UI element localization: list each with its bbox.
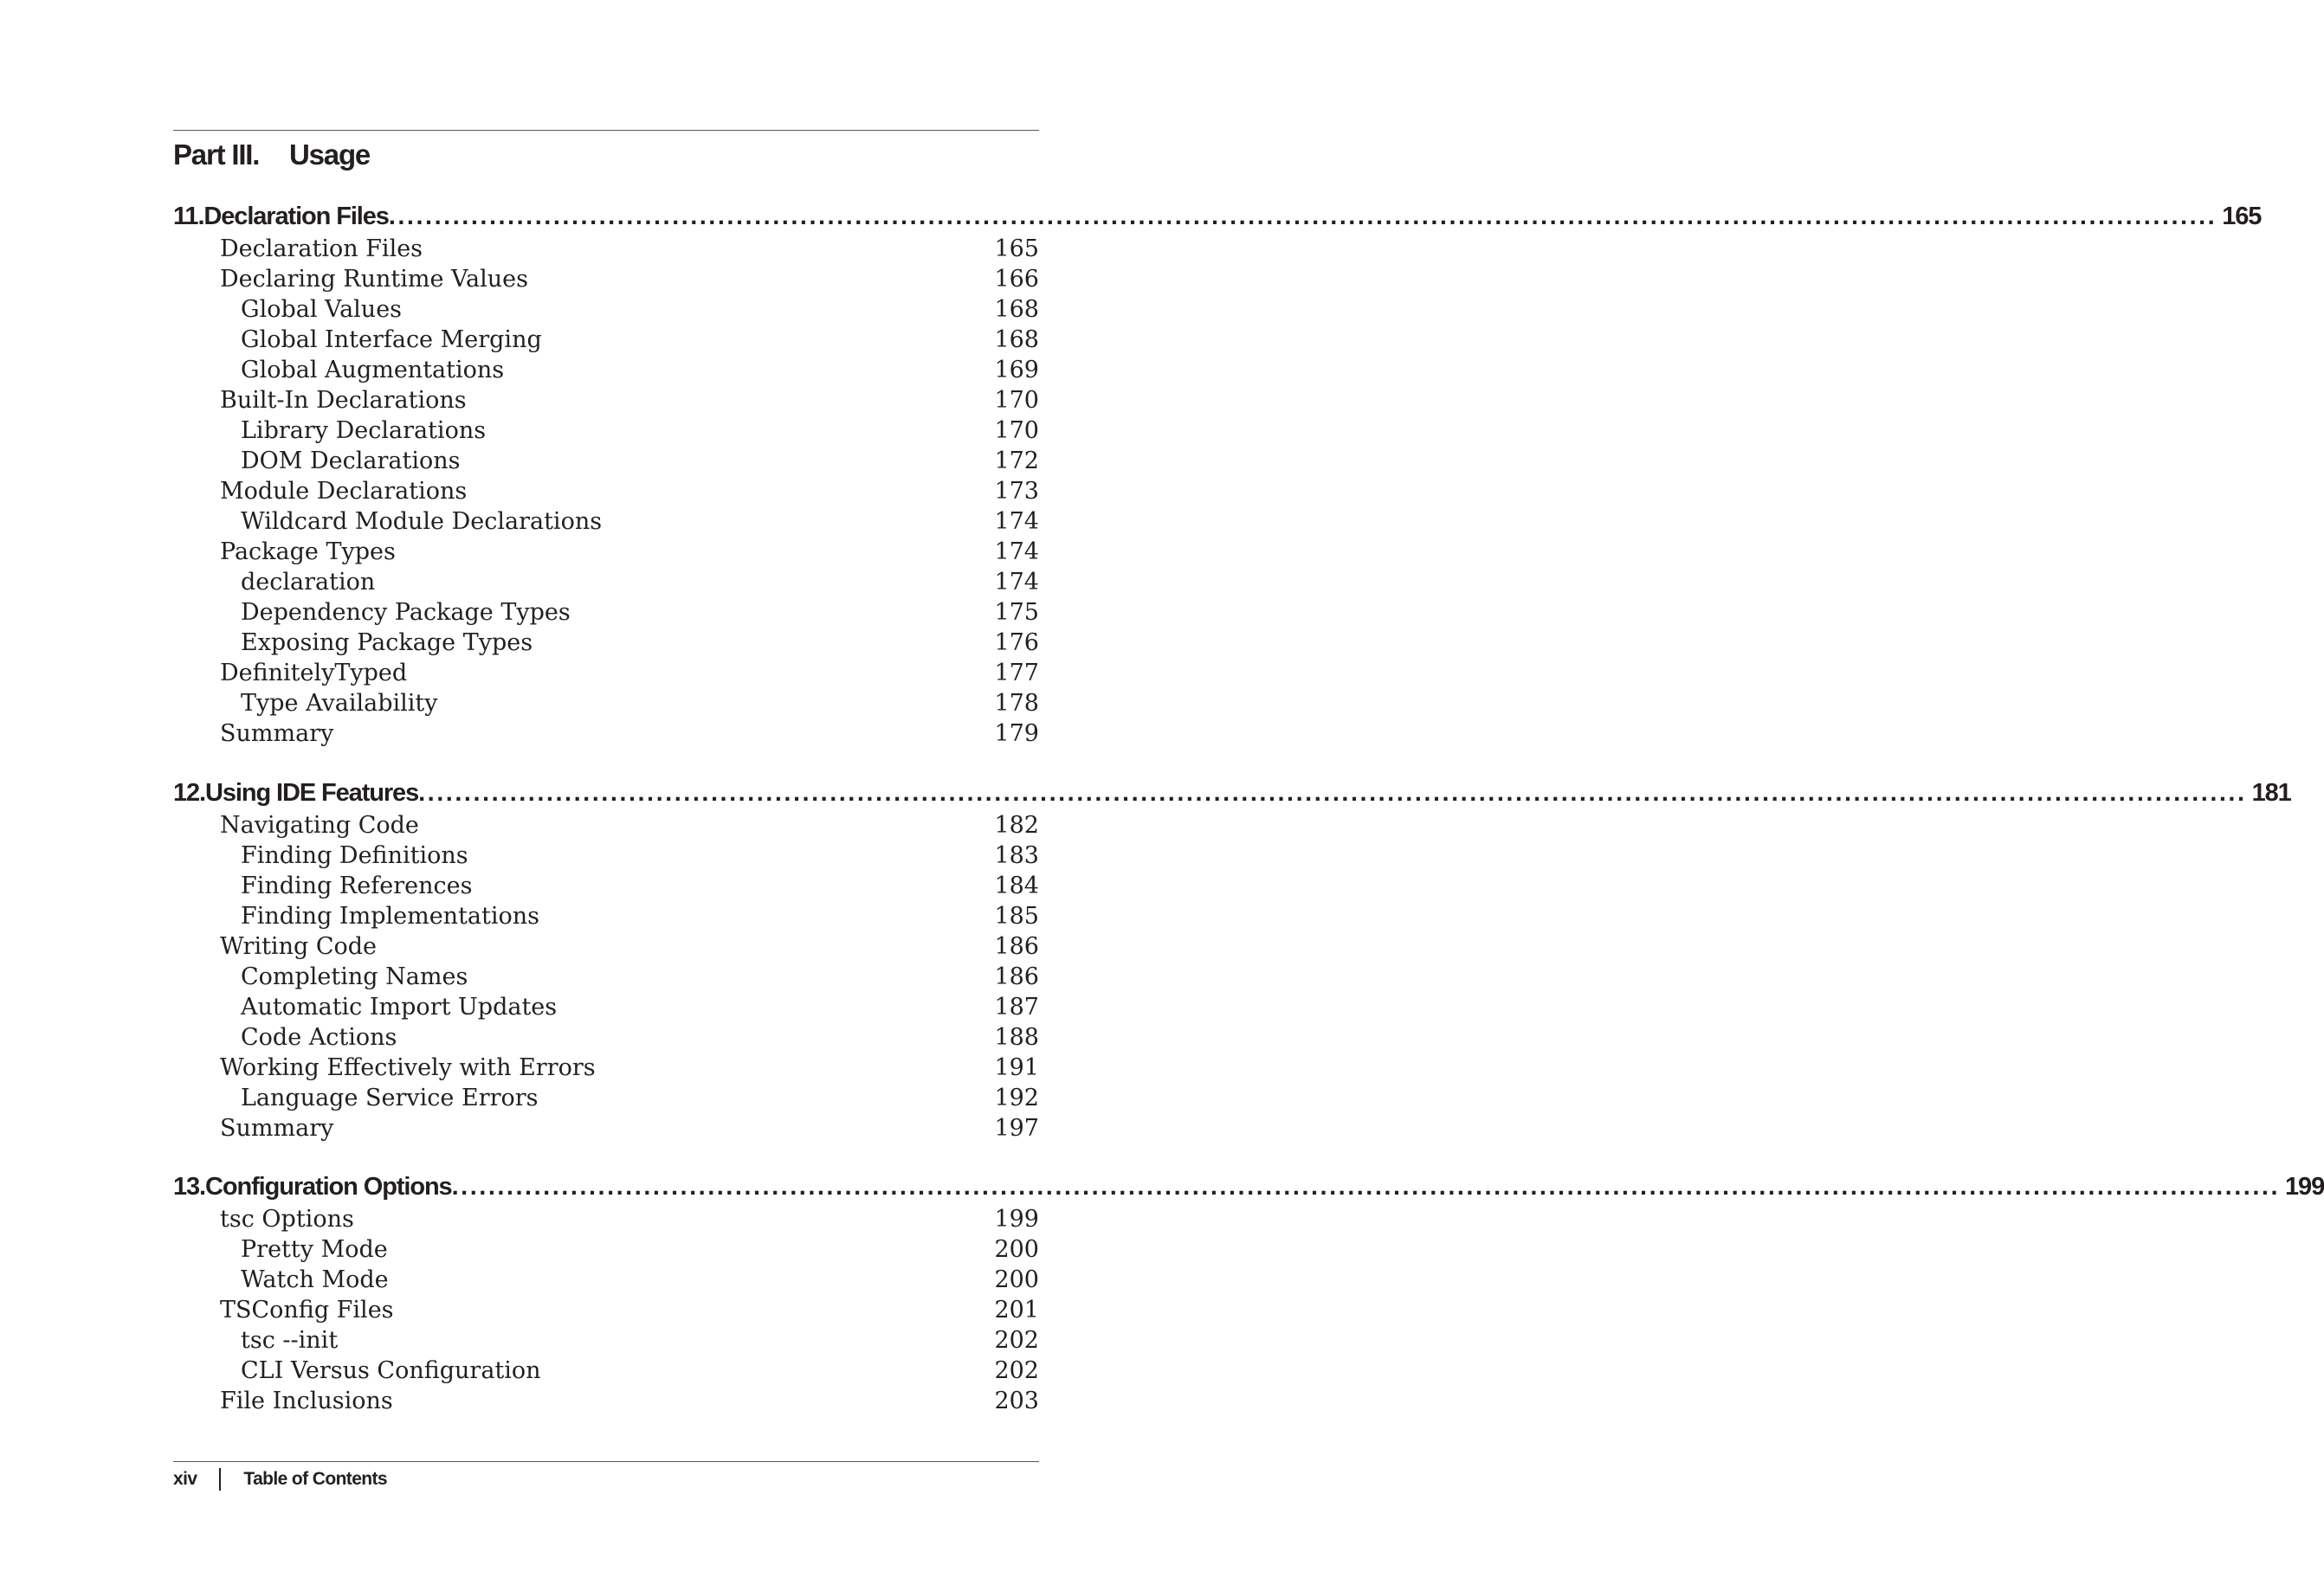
entry-title: Global Augmentations (241, 357, 505, 383)
entry-title: Navigating Code (220, 812, 419, 839)
toc-subsection-entry[interactable] (173, 994, 1039, 1024)
part-heading (173, 138, 370, 171)
entry-page-number: 184 (994, 873, 1039, 899)
bottom-rule (173, 1461, 1039, 1462)
toc-subsection-entry[interactable] (173, 629, 1039, 660)
toc-section-entry[interactable] (173, 812, 1039, 842)
entry-title: Working Effectively with Errors (220, 1054, 596, 1081)
entry-title: Watch Mode (241, 1266, 389, 1293)
chapter-heading[interactable] (173, 203, 2262, 237)
entry-title: Package Types (220, 538, 396, 565)
entry-page-number: 199 (994, 1206, 1039, 1233)
entry-page-number: 186 (994, 933, 1039, 960)
toc-section-entry[interactable] (173, 1115, 1039, 1145)
entry-title: File Inclusions (220, 1388, 393, 1414)
entry-page-number: 172 (994, 448, 1039, 474)
chapter-heading[interactable] (173, 1173, 2324, 1208)
toc-subsection-entry[interactable] (173, 1024, 1039, 1054)
entry-title: TSConfig Files (220, 1297, 394, 1324)
entry-title: Language Service Errors (241, 1085, 539, 1111)
entry-page-number: 192 (994, 1085, 1039, 1111)
toc-subsection-entry[interactable] (173, 842, 1039, 873)
entry-title: Dependency Package Types (241, 599, 571, 626)
entry-page-number: 197 (994, 1115, 1039, 1142)
entry-title: Completing Names (241, 963, 468, 990)
toc-subsection-entry[interactable] (173, 569, 1039, 599)
chapter-heading[interactable] (173, 779, 2291, 814)
toc-subsection-entry[interactable] (173, 326, 1039, 357)
entry-page-number: 183 (994, 842, 1039, 869)
top-rule (173, 130, 1039, 131)
toc-section-entry[interactable] (173, 1297, 1039, 1327)
chapter-number: 11. (173, 203, 204, 230)
entry-page-number: 186 (994, 963, 1039, 990)
footer-separator (219, 1468, 221, 1491)
toc-subsection-entry[interactable] (173, 903, 1039, 933)
entry-page-number: 202 (994, 1357, 1039, 1384)
toc-section-entry[interactable] (173, 720, 1039, 750)
toc-section-entry[interactable] (173, 933, 1039, 963)
toc-subsection-entry[interactable] (173, 1266, 1039, 1297)
entry-title: Library Declarations (241, 417, 487, 444)
chapter-page-number: 165 (2222, 203, 2262, 230)
entry-title: Writing Code (220, 933, 377, 960)
entry-page-number: 174 (994, 538, 1039, 565)
entry-page-number: 200 (994, 1236, 1039, 1263)
chapter-number: 12. (173, 779, 206, 807)
dot-leader: ........................................................................................................................................................................................................ (418, 779, 2247, 807)
page-footer (173, 1468, 387, 1491)
entry-title: tsc Options (220, 1206, 354, 1233)
entry-page-number: 168 (994, 296, 1039, 323)
entry-title: Exposing Package Types (241, 629, 533, 656)
toc-section-entry[interactable] (173, 1206, 1039, 1236)
entry-title: Declaring Runtime Values (220, 266, 529, 293)
toc-section-entry[interactable] (173, 660, 1039, 690)
entry-title: Code Actions (241, 1024, 397, 1051)
toc-subsection-entry[interactable] (173, 296, 1039, 326)
toc-section-entry[interactable] (173, 1054, 1039, 1085)
entry-title: declaration (241, 569, 376, 596)
toc-subsection-entry[interactable] (173, 417, 1039, 448)
toc-section-entry[interactable] (173, 266, 1039, 296)
toc-subsection-entry[interactable] (173, 1357, 1039, 1388)
toc-section-entry[interactable] (173, 387, 1039, 417)
chapter-page-number: 181 (2251, 779, 2291, 807)
toc-subsection-entry[interactable] (173, 963, 1039, 994)
entry-title: Pretty Mode (241, 1236, 388, 1263)
chapter-title: Declaration Files (203, 203, 389, 230)
toc-section-entry[interactable] (173, 478, 1039, 508)
entry-page-number: 170 (994, 417, 1039, 444)
entry-title: Global Interface Merging (241, 326, 542, 353)
entry-title: Type Availability (241, 690, 438, 717)
entry-title: DOM Declarations (241, 448, 461, 474)
toc-subsection-entry[interactable] (173, 690, 1039, 720)
entry-title: Finding Definitions (241, 842, 468, 869)
entry-page-number: 169 (994, 357, 1039, 383)
entry-title: CLI Versus Configuration (241, 1357, 541, 1384)
entry-title: Built-In Declarations (220, 387, 467, 414)
toc-subsection-entry[interactable] (173, 599, 1039, 629)
chapter-title: Configuration Options (205, 1173, 452, 1201)
toc-subsection-entry[interactable] (173, 508, 1039, 538)
entry-title: Automatic Import Updates (241, 994, 558, 1021)
toc-subsection-entry[interactable] (173, 357, 1039, 387)
entry-page-number: 174 (994, 508, 1039, 535)
part-label: Part III. (173, 138, 260, 171)
entry-page-number: 178 (994, 690, 1039, 717)
toc-section-entry[interactable] (173, 1388, 1039, 1418)
footer-section-title: Table of Contents (243, 1469, 387, 1489)
entry-page-number: 175 (994, 599, 1039, 626)
entry-page-number: 165 (994, 235, 1039, 262)
part-title: Usage (289, 138, 371, 171)
entry-title: Global Values (241, 296, 403, 323)
entry-page-number: 182 (994, 812, 1039, 839)
dot-leader: ........................................................................................................................................................................................................ (451, 1173, 2281, 1201)
entry-page-number: 177 (994, 660, 1039, 686)
entry-page-number: 170 (994, 387, 1039, 414)
toc-subsection-entry[interactable] (173, 873, 1039, 903)
dot-leader: ........................................................................................................................................................................................................ (388, 203, 2217, 230)
entry-title: Summary (220, 720, 334, 747)
entry-title: tsc --init (241, 1327, 339, 1354)
entry-title: Module Declarations (220, 478, 468, 505)
entry-page-number: 174 (994, 569, 1039, 596)
entry-page-number: 201 (994, 1297, 1039, 1324)
entry-page-number: 191 (994, 1054, 1039, 1081)
entry-title: Finding References (241, 873, 473, 899)
entry-title: Finding Implementations (241, 903, 540, 930)
chapter-title: Using IDE Features (205, 779, 419, 807)
toc-subsection-entry[interactable] (173, 448, 1039, 478)
entry-page-number: 173 (994, 478, 1039, 505)
toc-subsection-entry[interactable] (173, 1236, 1039, 1266)
entry-page-number: 202 (994, 1327, 1039, 1354)
toc-section-entry[interactable] (173, 538, 1039, 569)
chapter-page-number: 199 (2285, 1173, 2324, 1201)
entry-page-number: 176 (994, 629, 1039, 656)
entry-page-number: 168 (994, 326, 1039, 353)
entry-page-number: 179 (994, 720, 1039, 747)
entry-page-number: 200 (994, 1266, 1039, 1293)
toc-subsection-entry[interactable] (173, 1327, 1039, 1357)
entry-page-number: 166 (994, 266, 1039, 293)
entry-title: Declaration Files (220, 235, 423, 262)
footer-page-number: xiv (173, 1469, 197, 1489)
entry-title: DefinitelyTyped (220, 660, 408, 686)
toc-section-entry[interactable] (173, 235, 1039, 266)
chapter-number: 13. (173, 1173, 206, 1201)
toc-subsection-entry[interactable] (173, 1085, 1039, 1115)
entry-page-number: 188 (994, 1024, 1039, 1051)
entry-page-number: 187 (994, 994, 1039, 1021)
entry-title: Summary (220, 1115, 334, 1142)
entry-title: Wildcard Module Declarations (241, 508, 603, 535)
entry-page-number: 185 (994, 903, 1039, 930)
entry-page-number: 203 (994, 1388, 1039, 1414)
